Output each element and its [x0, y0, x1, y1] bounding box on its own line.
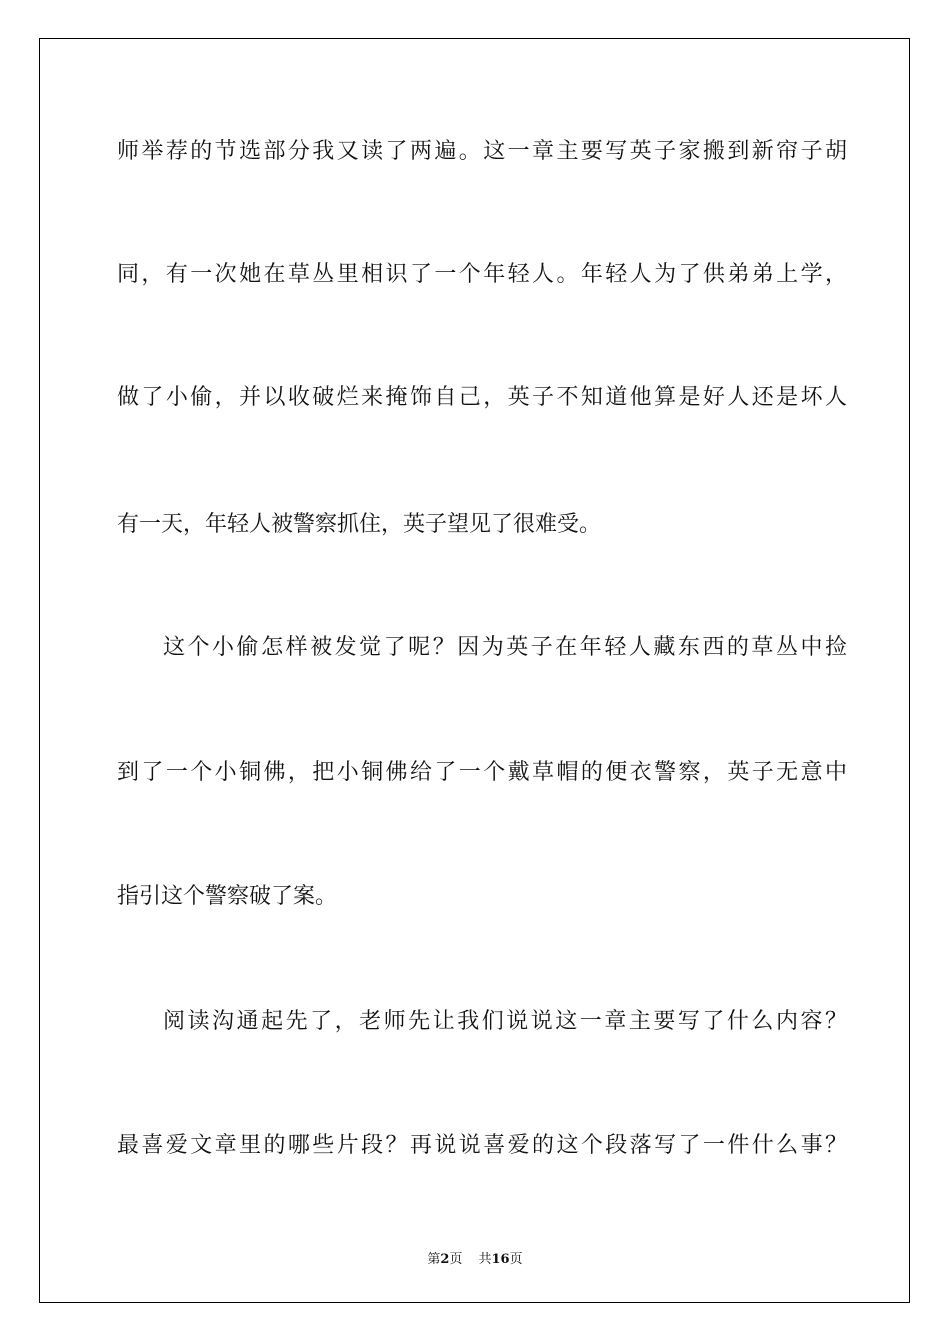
- total-prefix: 共: [478, 1252, 492, 1267]
- page-border: [39, 38, 910, 1303]
- text-line-5: 这个小偷怎样被发觉了呢？因为英子在年轻人藏东西的草丛中捡: [163, 635, 847, 660]
- text-line-6: 到了一个小铜佛，把小铜佛给了一个戴草帽的便衣警察，英子无意中: [117, 760, 847, 785]
- text-line-8: 阅读沟通起先了，老师先让我们说说这一章主要写了什么内容？: [163, 1009, 847, 1034]
- page-number: 2: [440, 1252, 450, 1267]
- text-line-9: 最喜爱文章里的哪些片段？再说说喜爱的这个段落写了一件什么事？: [117, 1133, 847, 1158]
- page-prefix: 第: [427, 1252, 441, 1267]
- text-line-4: 有一天，年轻人被警察抓住，英子望见了很难受。: [117, 512, 602, 537]
- text-line-2: 同，有一次她在草丛里相识了一个年轻人。年轻人为了供弟弟上学，: [117, 262, 847, 287]
- total-pages: 16: [491, 1252, 510, 1267]
- page-footer: [0, 1248, 950, 1267]
- text-line-7: 指引这个警察破了案。: [117, 884, 338, 909]
- text-line-3: 做了小偷，并以收破烂来掩饰自己，英子不知道他算是好人还是坏人: [117, 385, 847, 410]
- page-suffix: 页: [449, 1252, 463, 1267]
- text-line-1: 师举荐的节选部分我又读了两遍。这一章主要写英子家搬到新帘子胡: [117, 139, 847, 164]
- total-suffix: 页: [509, 1252, 523, 1267]
